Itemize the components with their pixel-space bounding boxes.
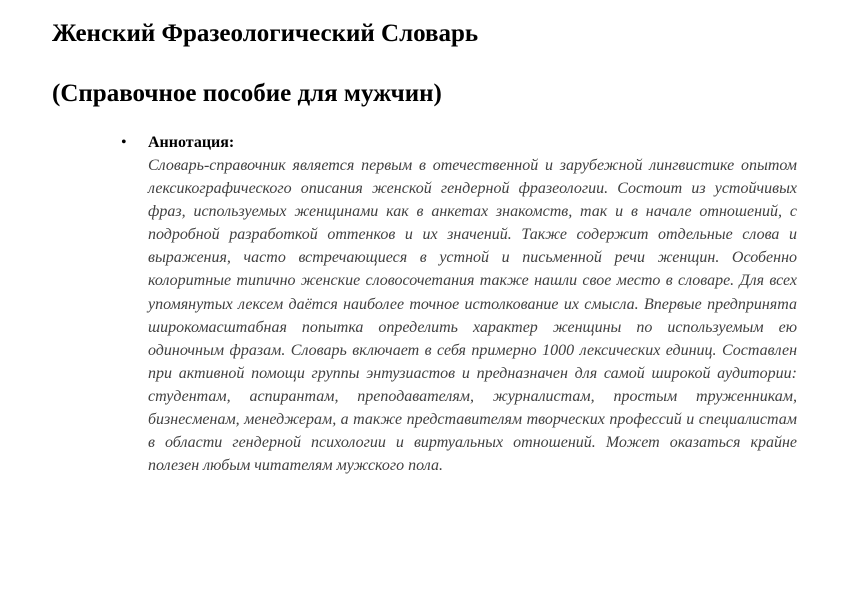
document-subtitle: (Справочное пособие для мужчин) bbox=[52, 80, 442, 107]
annotation-content bbox=[148, 131, 797, 477]
bullet-icon: • bbox=[121, 134, 127, 151]
document-title: Женский Фразеологический Словарь bbox=[52, 20, 479, 47]
annotation-label: Аннотация: bbox=[148, 134, 235, 151]
annotation-text: Словарь-справочник является первым в отечественной и зарубежной лингвистике опытом лексикографического описания женской гендерной фразеологии. Состоит из устойчивых фраз, используемых женщинами как в анкетах знакомств, так и в начале отношений, с подробной разработкой оттенков и их значений. Также содержит отдельные слова и выражения, часто встречающиеся в устной и письменной речи женщин. Особенно колоритные типично женские словосочетания также нашли свое место в словаре. Для всех упомянутых лексем даётся наиболее точное истолкование их смысла. Впервые предпринята широкомасштабная попытка определить характер женщины по используемым ею одиночным фразам. Словарь включает в себя примерно 1000 лексических единиц. Составлен при активной помощи группы энтузиастов и предназначен для самой широкой аудитории: студентам, аспирантам, преподавателям, журналистам, простым труженникам, бизнесменам, менеджерам, а также представителям творческих профессий и специалистам в области гендерной психологии и виртуальных отношений. Может оказаться крайне полезен любым читателям мужского пола. bbox=[148, 157, 797, 475]
